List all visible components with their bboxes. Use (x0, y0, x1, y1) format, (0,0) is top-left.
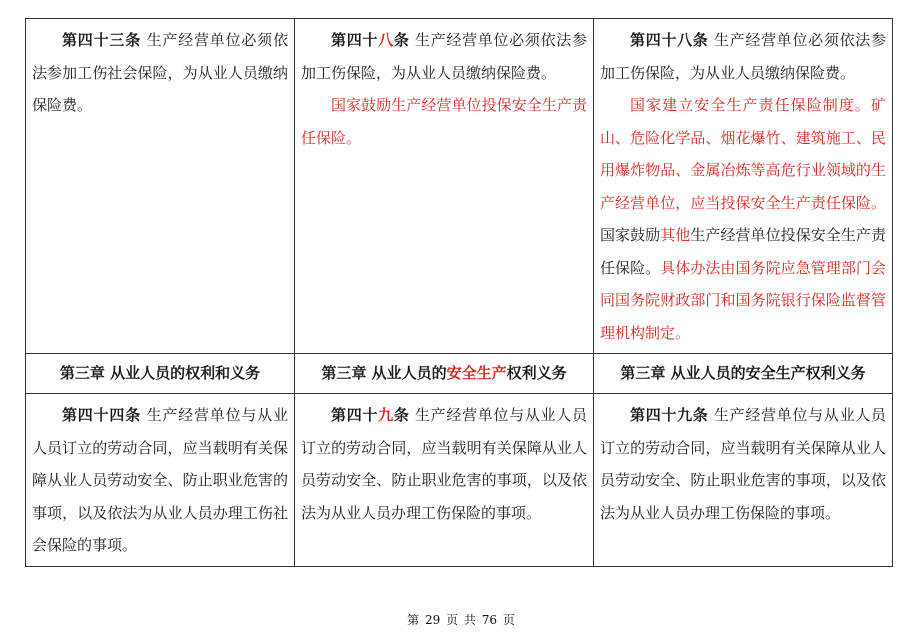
paragraph (32, 399, 288, 562)
article-number: 第四十九条 (630, 406, 709, 424)
chapter-heading: 第三章 从业人员的安全生产权利义务 (594, 354, 893, 394)
page-footer (0, 611, 922, 628)
table-row (26, 19, 893, 354)
article-number-part: 条 (393, 31, 410, 49)
article-number: 第四十八条 (630, 31, 709, 49)
footer-text: 页 (446, 613, 459, 627)
article-number: 第四十四条 (62, 406, 142, 424)
paragraph (301, 24, 587, 89)
chapter-heading (295, 354, 594, 394)
article-number-changed: 八 (378, 31, 394, 49)
article-text: 生产经营单位与从业人员订立的劳动合同，应当载明有关保障从业人员劳动安全、防止职业危害的事项，以及依法为从业人员办理工伤保险的事项。 (301, 406, 587, 522)
article-number-changed: 九 (378, 406, 394, 424)
added-text: 其他 (660, 226, 691, 244)
footer-text: 页 (502, 613, 515, 627)
page-number: 29 (424, 613, 441, 627)
paragraph (600, 399, 886, 529)
article-text: 生产经营单位必须依法参加工伤保险，为从业人员缴纳保险费。 (600, 31, 886, 82)
article-number-part: 第四十 (331, 31, 379, 49)
added-paragraph: 国家鼓励生产经营单位投保安全生产责任保险。 (301, 96, 587, 147)
heading-text: 第三章 从业人员的 (321, 364, 447, 382)
table-row (26, 394, 893, 567)
cell-final-article-49 (594, 394, 893, 567)
added-text: 国家建立安全生产责任保险制度。矿山、危险化学品、烟花爆竹、建筑施工、民用爆炸物品、金属冶炼等高危行业领域的生产经营单位，应当投保安全生产责任保险。 (600, 96, 886, 212)
paragraph (600, 89, 886, 349)
added-text: 具体办法由国务院应急管理部门会同国务院财政部门和国务院银行保险监督管理机构制定。 (600, 258, 886, 342)
cell-old-article-44 (26, 394, 295, 567)
paragraph (301, 399, 587, 529)
paragraph (600, 24, 886, 89)
article-number-part: 条 (393, 406, 410, 424)
cell-draft-article-49 (295, 394, 594, 567)
article-number: 第四十三条 (62, 31, 142, 49)
cell-old-article-43 (26, 19, 295, 354)
article-number-part: 第四十 (331, 406, 379, 424)
comparison-table (25, 18, 893, 567)
total-pages: 76 (481, 613, 498, 627)
article-text: 生产经营单位必须依法参加工伤保险，为从业人员缴纳保险费。 (301, 31, 587, 82)
paragraph (32, 24, 288, 122)
cell-final-article-48 (594, 19, 893, 354)
footer-text: 第 (407, 613, 420, 627)
footer-text: 共 (463, 613, 476, 627)
cell-draft-article-48 (295, 19, 594, 354)
article-text: 生产经营单位与从业人员订立的劳动合同，应当载明有关保障从业人员劳动安全、防止职业危害的事项，以及依法为从业人员办理工伤保险的事项。 (600, 406, 886, 522)
chapter-header-row (26, 354, 893, 394)
heading-text: 权利义务 (506, 364, 567, 382)
article-text: 生产经营单位必须依法参加工伤社会保险，为从业人员缴纳保险费。 (32, 31, 288, 114)
article-text: 生产经营单位与从业人员订立的劳动合同，应当载明有关保障从业人员劳动安全、防止职业危害的事项，以及依法为从业人员办理工伤社会保险的事项。 (32, 406, 288, 554)
heading-added-text: 安全生产 (446, 364, 507, 382)
text: 国家鼓励 (600, 226, 661, 244)
text: 生产经营单位投保安全生产责任保险。 (600, 226, 886, 277)
chapter-heading: 第三章 从业人员的权利和义务 (26, 354, 295, 394)
